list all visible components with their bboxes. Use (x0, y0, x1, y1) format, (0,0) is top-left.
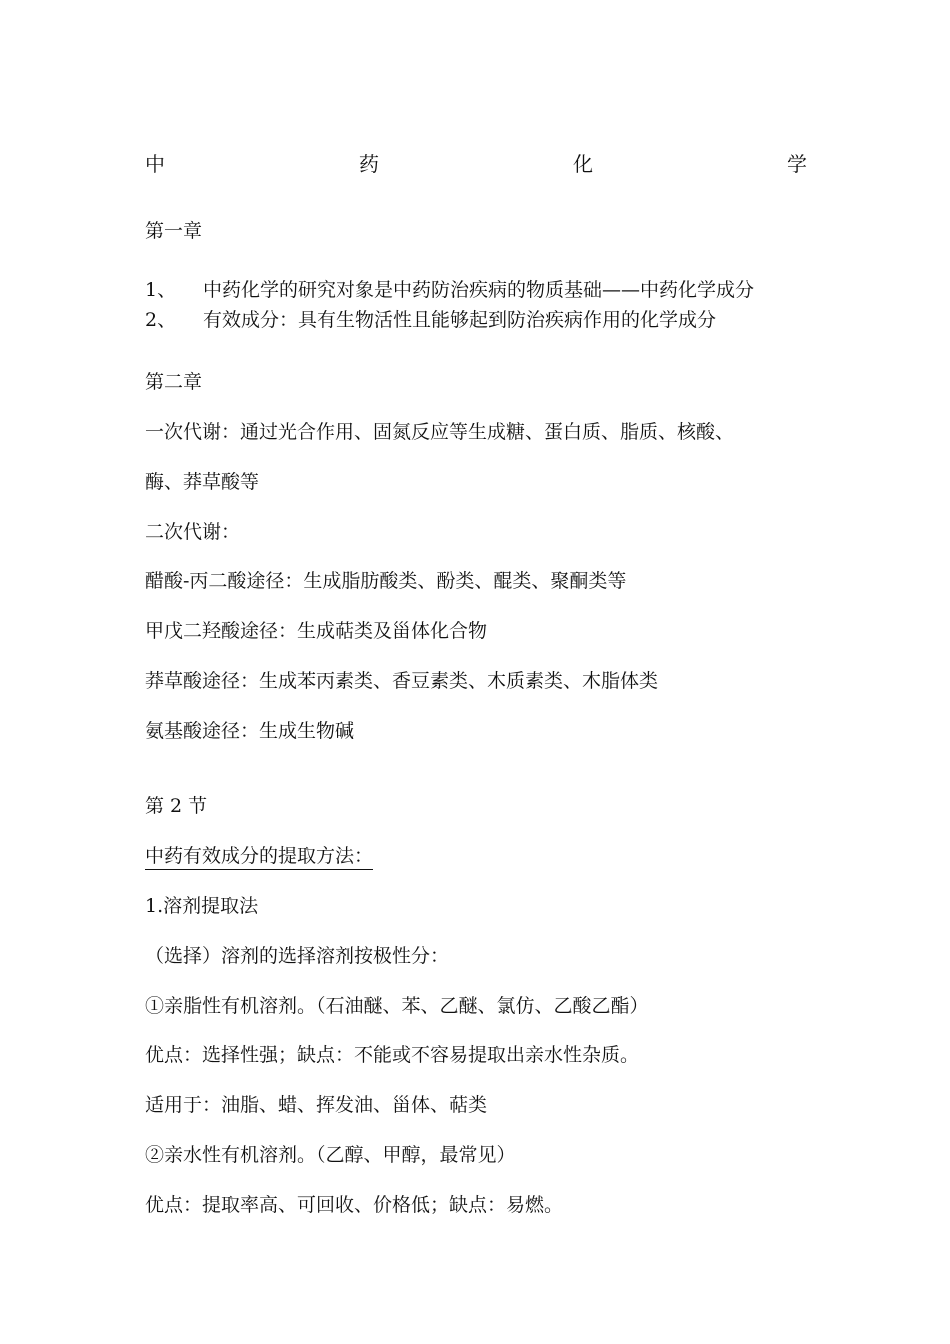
paragraph-line: ②亲水性有机溶剂。（乙醇、甲醇，最常见） (145, 1144, 516, 1166)
paragraph-line: 莽草酸途径：生成苯丙素类、香豆素类、木质素类、木脂体类 (145, 670, 659, 692)
paragraph-line: 酶、莽草酸等 (145, 471, 260, 493)
paragraph-line: 优点：选择性强；缺点：不能或不容易提取出亲水性杂质。 (145, 1044, 640, 1066)
paragraph-line: 甲戊二羟酸途径：生成萜类及甾体化合物 (145, 620, 488, 642)
document-title (145, 150, 807, 178)
chapter-2-heading: 第二章 (145, 371, 203, 393)
paragraph-line: 醋酸-丙二酸途径：生成脂肪酸类、酚类、醌类、聚酮类等 (145, 570, 627, 592)
title-char: 药 (359, 152, 379, 176)
section-2-heading: 第 2 节 (145, 795, 208, 817)
chapter-1-heading: 第一章 (145, 220, 203, 242)
item-text: 有效成分：具有生物活性且能够起到防治疾病作用的化学成分 (203, 309, 717, 331)
item-text: 中药化学的研究对象是中药防治疾病的物质基础——中药化学成分 (203, 279, 755, 301)
chapter-1-item (145, 307, 716, 333)
title-char: 化 (573, 152, 593, 176)
section-subheading (145, 843, 373, 869)
chapter-1-item (145, 277, 754, 303)
paragraph-line: 一次代谢：通过光合作用、固氮反应等生成糖、蛋白质、脂质、核酸、 (145, 421, 735, 443)
item-number: 1、 (145, 279, 177, 301)
paragraph-line: 1.溶剂提取法 (145, 895, 259, 917)
paragraph-line: 优点：提取率高、可回收、价格低；缺点：易燃。 (145, 1194, 564, 1216)
title-char: 学 (787, 152, 807, 176)
paragraph-line: 氨基酸途径：生成生物碱 (145, 720, 355, 742)
title-char: 中 (145, 152, 165, 176)
paragraph-line: 二次代谢： (145, 521, 241, 543)
item-number: 2、 (145, 309, 177, 331)
underlined-subheading: 中药有效成分的提取方法： (145, 845, 373, 870)
paragraph-line: 适用于：油脂、蜡、挥发油、甾体、萜类 (145, 1094, 488, 1116)
paragraph-line: （选择）溶剂的选择溶剂按极性分： (145, 945, 450, 967)
paragraph-line: ①亲脂性有机溶剂。（石油醚、苯、乙醚、氯仿、乙酸乙酯） (145, 995, 649, 1017)
